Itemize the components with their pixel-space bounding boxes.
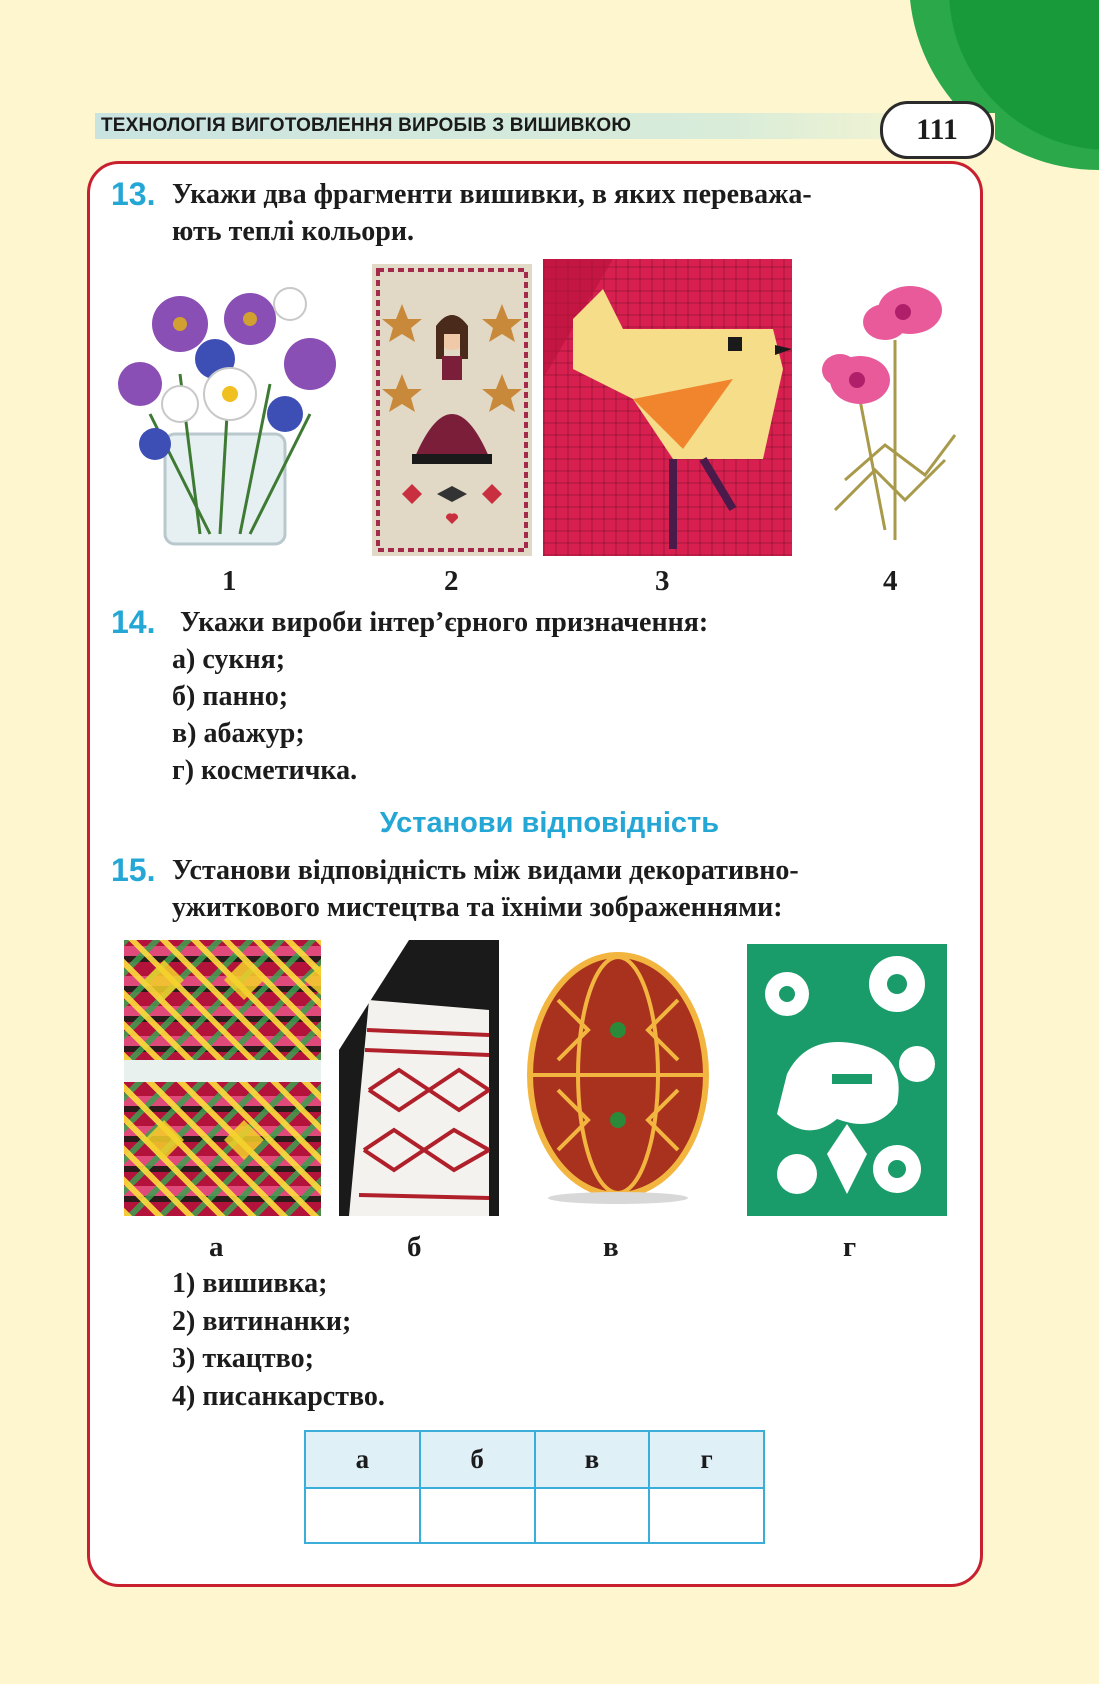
paper-cutout-vytynanka-icon (747, 944, 947, 1216)
answer-table-answer-row (305, 1488, 764, 1543)
embroidered-towel-image (339, 940, 499, 1216)
question-14-option-a: а) сукня; (172, 644, 286, 675)
question-13-number: 13. (111, 176, 156, 212)
image-caption-g: г (843, 1231, 857, 1263)
image-caption-a: а (209, 1231, 224, 1263)
question-15-text-line2: ужиткового мистецтва та їхніми зображеннями: (172, 892, 783, 923)
poppy-flowers-embroidery-icon (815, 270, 970, 545)
question-15-number: 15. (111, 852, 156, 888)
image-caption-2: 2 (444, 565, 459, 597)
image-caption-4: 4 (883, 565, 898, 597)
bird-cross-stitch-embroidery-icon (543, 259, 792, 556)
flower-bouquet-in-vase-embroidery-icon (110, 264, 355, 554)
question-15-option-4: 4) писанкарство. (172, 1381, 385, 1412)
question-14-option-b: б) панно; (172, 681, 289, 712)
answer-table-header-row (305, 1431, 764, 1488)
bird-embroidery-image (543, 259, 792, 556)
woven-textile-icon (124, 940, 321, 1216)
question-15-text-line1: Установи відповідність між видами декоративно- (172, 855, 799, 886)
image-caption-b: б (407, 1231, 422, 1263)
answer-table (304, 1430, 765, 1544)
question-14-number: 14. (111, 604, 156, 640)
answer-cell-v[interactable] (535, 1488, 650, 1543)
paper-cutout-image (747, 944, 947, 1216)
question-15-option-2: 2) витинанки; (172, 1306, 352, 1337)
answer-cell-b[interactable] (420, 1488, 535, 1543)
question-13-text-line2: ють теплі кольори. (172, 216, 415, 247)
girl-cross-stitch-embroidery-icon (372, 264, 532, 556)
woven-textile-image (124, 940, 321, 1216)
answer-cell-a[interactable] (305, 1488, 420, 1543)
answer-cell-g[interactable] (649, 1488, 764, 1543)
flower-bouquet-image (110, 264, 355, 554)
pysanka-egg-image (518, 940, 718, 1205)
question-14-option-d: г) косметичка. (172, 755, 358, 786)
section-heading: Установи відповідність (379, 807, 720, 839)
pysanka-egg-icon (518, 940, 718, 1205)
image-caption-1: 1 (222, 565, 237, 597)
page-number: 111 (880, 101, 994, 159)
poppy-embroidery-image (815, 270, 970, 545)
chapter-title: ТЕХНОЛОГІЯ ВИГОТОВЛЕННЯ ВИРОБІВ З ВИШИВКОЮ (101, 115, 632, 136)
question-15-option-1: 1) вишивка; (172, 1268, 328, 1299)
question-14-option-c: в) абажур; (172, 718, 305, 749)
image-caption-v: в (603, 1231, 619, 1263)
answer-table-header-g: г (649, 1431, 764, 1488)
answer-table-header-v: в (535, 1431, 650, 1488)
question-13-text-line1: Укажи два фрагменти вишивки, в яких переважа- (172, 179, 812, 210)
question-14-text: Укажи вироби інтер’єрного призначення: (180, 607, 709, 638)
girl-embroidery-image (372, 264, 532, 556)
answer-table-header-b: б (420, 1431, 535, 1488)
answer-table-header-a: а (305, 1431, 420, 1488)
image-caption-3: 3 (655, 565, 670, 597)
embroidered-towel-icon (339, 940, 499, 1216)
question-15-option-3: 3) ткацтво; (172, 1343, 314, 1374)
